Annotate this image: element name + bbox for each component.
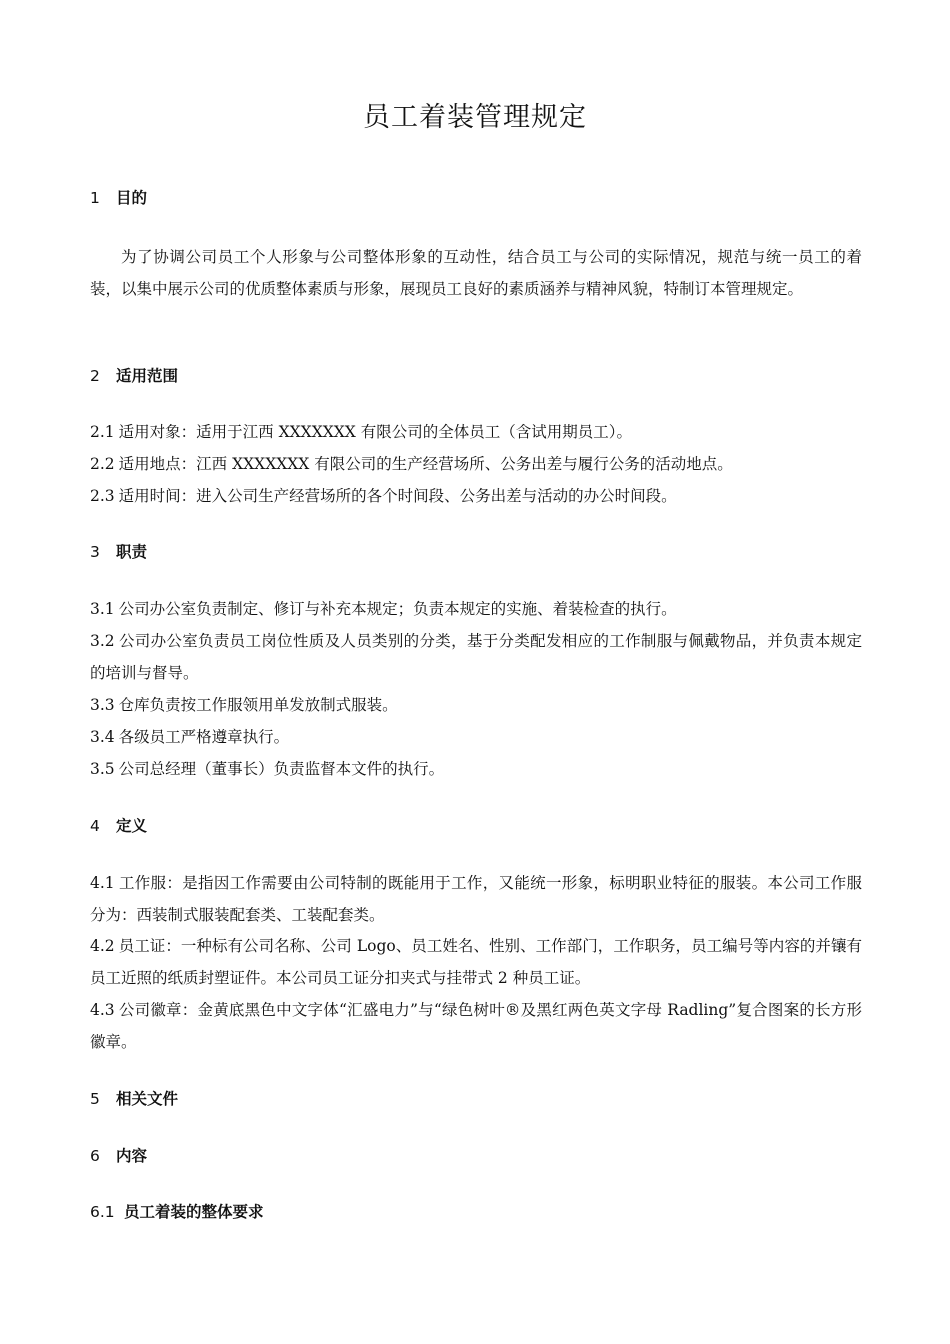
section-title: 定义 bbox=[116, 817, 148, 835]
duty-item bbox=[90, 593, 870, 625]
duty-item bbox=[90, 625, 862, 689]
item-text: 仓库负责按工作服领用单发放制式服装。 bbox=[118, 696, 398, 714]
definition-item bbox=[90, 867, 862, 931]
item-number: 2.2 bbox=[90, 455, 115, 473]
item-text: 员工证：一种标有公司名称、公司 Logo、员工姓名、性别、工作部门，工作职务，员工编号等内容的并镶有员工近照的纸质封塑证件。本公司员工证分扣夹式与挂带式 2 种员工证。 bbox=[90, 937, 862, 987]
section-number: 5 bbox=[90, 1090, 100, 1108]
item-text: 公司徽章：金黄底黑色中文字体“汇盛电力”与“绿色树叶®及黑红两色英文字母 Radling”复合图案的长方形徽章。 bbox=[90, 1001, 862, 1051]
item-number: 3.3 bbox=[90, 696, 115, 714]
section-title: 适用范围 bbox=[116, 367, 179, 385]
duty-item bbox=[90, 721, 870, 753]
item-number: 2.3 bbox=[90, 487, 115, 505]
section-title: 相关文件 bbox=[116, 1090, 179, 1108]
item-text: 公司办公室负责员工岗位性质及人员类别的分类，基于分类配发相应的工作制服与佩戴物品，并负责本规定的培训与督导。 bbox=[90, 632, 862, 682]
section-number: 2 bbox=[90, 367, 100, 385]
scope-item bbox=[90, 416, 870, 448]
item-text: 工作服：是指因工作需要由公司特制的既能用于工作，又能统一形象，标明职业特征的服装。本公司工作服分为：西装制式服装配套类、工装配套类。 bbox=[90, 874, 862, 924]
section-number: 3 bbox=[90, 543, 100, 561]
duty-item bbox=[90, 689, 870, 721]
item-number: 3.4 bbox=[90, 728, 115, 746]
document-title: 员工着装管理规定 bbox=[363, 102, 587, 133]
item-text: 适用对象：适用于江西 XXXXXXX 有限公司的全体员工（含试用期员工）。 bbox=[118, 423, 633, 441]
section-title: 职责 bbox=[116, 543, 148, 561]
item-text: 适用时间：进入公司生产经营场所的各个时间段、公务出差与活动的办公时间段。 bbox=[118, 487, 677, 505]
item-number: 4.2 bbox=[90, 937, 115, 955]
item-text: 公司总经理（董事长）负责监督本文件的执行。 bbox=[118, 760, 445, 778]
section-title: 内容 bbox=[116, 1147, 148, 1165]
purpose-paragraph: 为了协调公司员工个人形象与公司整体形象的互动性，结合员工与公司的实际情况，规范与统一员工的着装，以集中展示公司的优质整体素质与形象，展现员工良好的素质涵养与精神风貌，特制订本管理规定。 bbox=[90, 248, 862, 298]
section-heading-content bbox=[90, 1144, 147, 1168]
definition-item bbox=[90, 994, 862, 1058]
section-heading-definitions bbox=[90, 814, 147, 838]
item-number: 4.1 bbox=[90, 874, 115, 892]
subsection-heading-overall-requirements bbox=[90, 1200, 264, 1224]
scope-item bbox=[90, 448, 870, 480]
item-number: 3.5 bbox=[90, 760, 115, 778]
section-heading-duties bbox=[90, 540, 147, 564]
section-number: 4 bbox=[90, 817, 100, 835]
section-number: 6 bbox=[90, 1147, 100, 1165]
scope-item bbox=[90, 480, 870, 512]
item-number: 3.1 bbox=[90, 600, 115, 618]
item-text: 公司办公室负责制定、修订与补充本规定；负责本规定的实施、着装检查的执行。 bbox=[118, 600, 677, 618]
item-number: 2.1 bbox=[90, 423, 115, 441]
item-text: 各级员工严格遵章执行。 bbox=[118, 728, 290, 746]
duty-item bbox=[90, 753, 870, 785]
section-heading-scope bbox=[90, 364, 178, 388]
definition-item bbox=[90, 930, 862, 994]
item-number: 4.3 bbox=[90, 1001, 115, 1019]
section-title: 员工着装的整体要求 bbox=[124, 1203, 264, 1221]
section-title: 目的 bbox=[116, 189, 148, 207]
section-heading-purpose bbox=[90, 186, 147, 210]
item-number: 3.2 bbox=[90, 632, 115, 650]
item-text: 适用地点：江西 XXXXXXX 有限公司的生产经营场所、公务出差与履行公务的活动地点。 bbox=[118, 455, 733, 473]
section-number: 6.1 bbox=[90, 1203, 115, 1221]
section-heading-related-docs bbox=[90, 1087, 178, 1111]
section-number: 1 bbox=[90, 189, 100, 207]
